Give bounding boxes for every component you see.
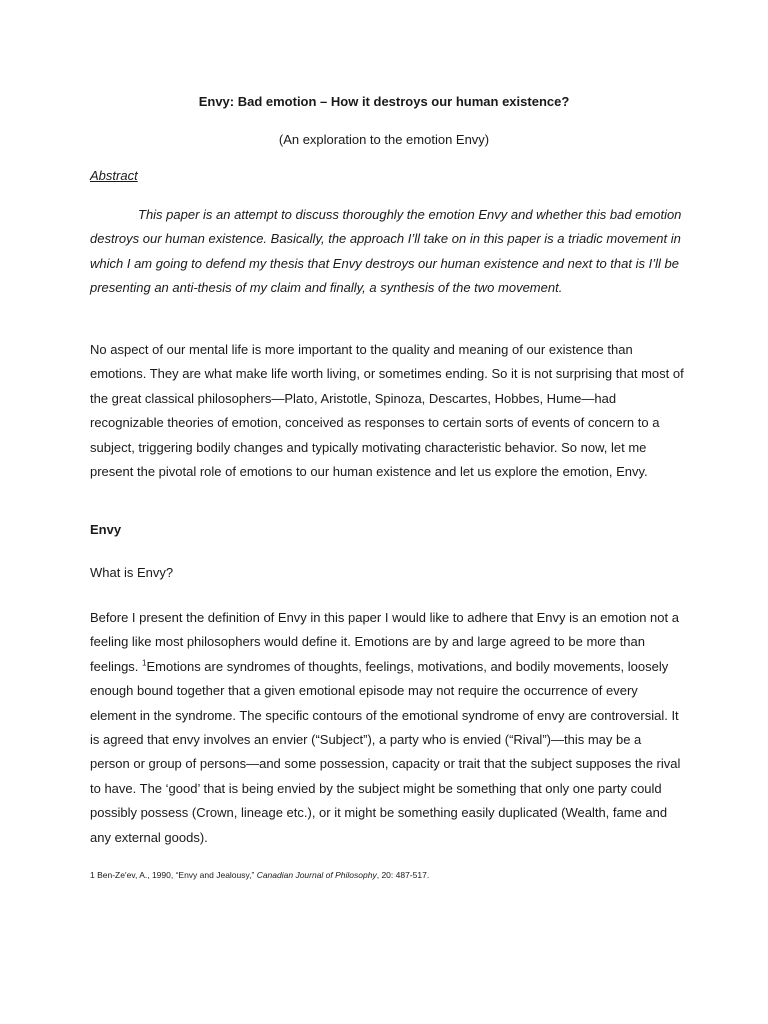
abstract-paragraph: This paper is an attempt to discuss thoroughly the emotion Envy and whether this bad emotion destroys our human existence. Basically, the approach I’ll take on in this paper is a triadic movement in which I am going to defend my thesis that Envy destroys our human existence and next to that is I’ll be presenting an anti-thesis of my claim and finally, a synthesis of the two movement. — [90, 207, 682, 296]
footnote-volume: , 20: 487-517. — [376, 870, 430, 880]
footnote-marker: 1 — [90, 870, 95, 880]
footnote-journal: Canadian Journal of Philosophy — [256, 870, 377, 880]
definition-paragraph — [90, 606, 684, 850]
abstract-heading: Abstract — [90, 168, 138, 183]
footnote-reference: 1 — [142, 658, 147, 668]
intro-paragraph: No aspect of our mental life is more important to the quality and meaning of our existence than emotions. They are what make life worth living, or sometimes ending. So it is not surprising that most of the great classical philosophers—Plato, Aristotle, Spinoza, Descartes, Hobbes, Hume—had recognizable theories of emotion, conceived as responses to certain sorts of events of concern to a subject, triggering bodily changes and typically motivating characteristic behavior. So now, let me present the pivotal role of emotions to our human existence and let us explore the emotion, Envy. — [90, 342, 684, 480]
definition-text-before-note: Before I present the definition of Envy in this paper I would like to adhere that Envy is an emotion not a feeling like most philosophers would define it. Emotions are by and large agreed to be more than feelings. — [90, 610, 679, 674]
definition-text-after-note: Emotions are syndromes of thoughts, feelings, motivations, and bodily movements, loosely enough bound together that a given emotional episode may not require the occurrence of every element in the syndrome. The specific contours of the emotional syndrome of envy are controversial. It is agreed that envy involves an envier (“Subject”), a party who is envied (“Rival”)—this may be a person or group of persons—and some possession, capacity or trait that the subject supposes the rival to have. The ‘good’ that is being envied by the subject might be something that only one party could possibly possess (Crown, lineage etc.), or it might be something easily duplicated (Wealth, fame and any external goods). — [90, 658, 681, 845]
subheading-what-is-envy: What is Envy? — [90, 565, 174, 580]
document-subtitle: (An exploration to the emotion Envy) — [278, 132, 490, 147]
document-title: Envy: Bad emotion – How it destroys our human existence? — [198, 94, 570, 109]
section-heading-envy: Envy — [90, 522, 122, 537]
footnote-citation: Ben-Ze'ev, A., 1990, “Envy and Jealousy,” — [94, 870, 257, 880]
footnote — [90, 870, 684, 880]
